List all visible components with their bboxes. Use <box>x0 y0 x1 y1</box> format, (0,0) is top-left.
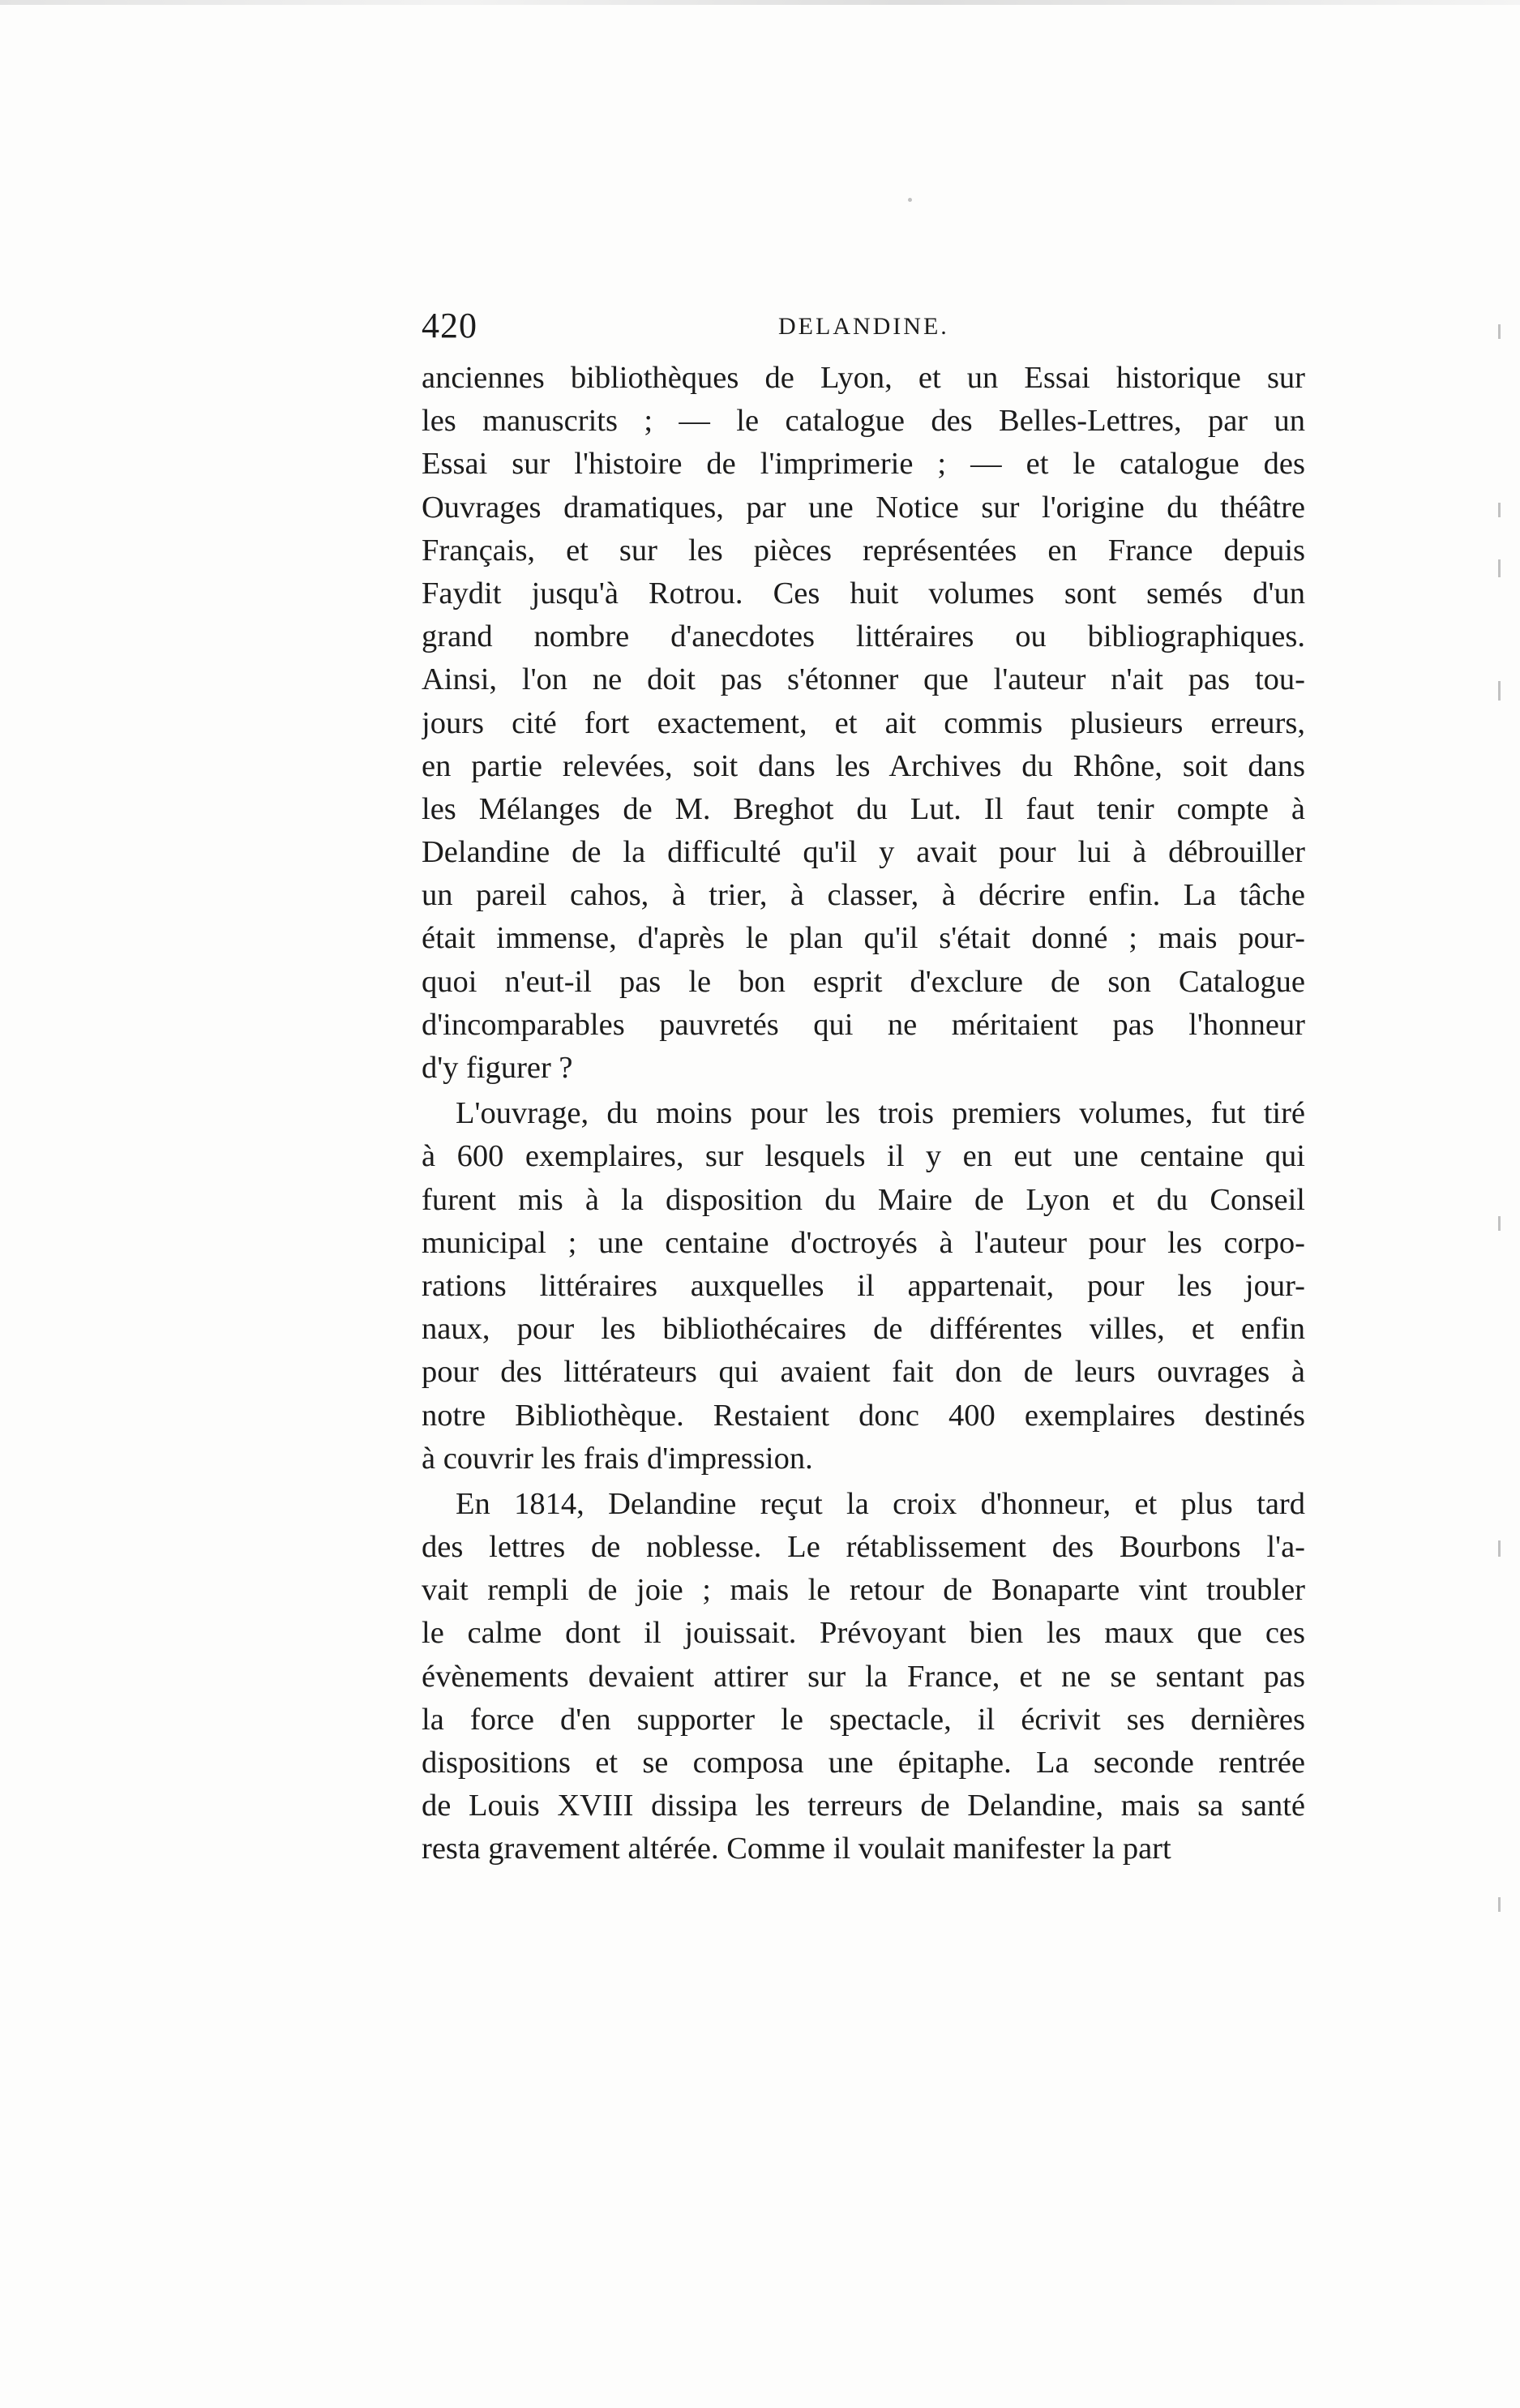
running-head <box>422 302 1305 350</box>
text-line: vait rempli de joie ; mais le retour de Bonaparte vint troubler <box>422 1573 1305 1608</box>
margin-mark <box>1498 503 1501 517</box>
text-line: furent mis à la disposition du Maire de Lyon et du Conseil <box>422 1182 1305 1217</box>
text-line: anciennes bibliothèques de Lyon, et un Essai historique sur <box>422 361 1305 395</box>
text-line: un pareil cahos, à trier, à classer, à décrire enfin. La tâche <box>422 878 1305 913</box>
text-line: Delandine de la difficulté qu'il y avait pour lui à débrouiller <box>422 835 1305 870</box>
text-line: notre Bibliothèque. Restaient donc 400 exemplaires destinés <box>422 1398 1305 1433</box>
body-text <box>422 357 1305 1871</box>
margin-mark <box>1498 324 1501 339</box>
text-line: les Mélanges de M. Breghot du Lut. Il faut tenir compte à <box>422 791 1305 826</box>
text-line: d'y figurer ? <box>422 1051 573 1085</box>
margin-mark <box>1498 1216 1501 1231</box>
scan-edge <box>0 0 1520 5</box>
text-line: de Louis XVIII dissipa les terreurs de Delandine, mais sa santé <box>422 1789 1305 1823</box>
page-number: 420 <box>422 306 477 345</box>
running-title: DELANDINE. <box>778 313 949 340</box>
text-line: à couvrir les frais d'impression. <box>422 1441 813 1476</box>
text-line: dispositions et se composa une épitaphe. La seconde rentrée <box>422 1746 1305 1780</box>
text-line: Français, et sur les pièces représentées en France depuis <box>422 533 1305 568</box>
text-line: municipal ; une centaine d'octroyés à l'auteur pour les corpo- <box>422 1225 1305 1260</box>
text-line: En 1814, Delandine reçut la croix d'honneur, et plus tard <box>456 1486 1305 1521</box>
text-line: Ouvrages dramatiques, par une Notice sur l'origine du théâtre <box>422 490 1305 525</box>
text-line: Faydit jusqu'à Rotrou. Ces huit volumes sont semés d'un <box>422 576 1305 611</box>
margin-mark <box>1498 1897 1501 1912</box>
text-line: grand nombre d'anecdotes littéraires ou bibliographiques. <box>422 619 1305 654</box>
text-line: les manuscrits ; — le catalogue des Belles-Lettres, par un <box>422 404 1305 439</box>
text-line: L'ouvrage, du moins pour les trois premiers volumes, fut tiré <box>456 1096 1305 1131</box>
text-line: pour des littérateurs qui avaient fait don de leurs ouvrages à <box>422 1355 1305 1390</box>
text-line: jours cité fort exactement, et ait commis plusieurs erreurs, <box>422 705 1305 740</box>
text-line: rations littéraires auxquelles il appartenait, pour les jour- <box>422 1268 1305 1303</box>
margin-mark <box>1498 559 1501 577</box>
margin-mark <box>1498 1540 1501 1557</box>
text-line: à 600 exemplaires, sur lesquels il y en eut une centaine qui <box>422 1139 1305 1174</box>
text-line: Ainsi, l'on ne doit pas s'étonner que l'auteur n'ait pas tou- <box>422 662 1305 697</box>
text-line: resta gravement altérée. Comme il voulait manifester la part <box>422 1832 1171 1866</box>
text-line: Essai sur l'histoire de l'imprimerie ; — et le catalogue des <box>422 447 1305 482</box>
text-line: d'incomparables pauvretés qui ne méritaient pas l'honneur <box>422 1007 1305 1042</box>
margin-mark <box>1498 681 1501 701</box>
text-line: le calme dont il jouissait. Prévoyant bien les maux que ces <box>422 1616 1305 1651</box>
text-line: quoi n'eut-il pas le bon esprit d'exclure de son Catalogue <box>422 964 1305 999</box>
text-line: naux, pour les bibliothécaires de différentes villes, et enfin <box>422 1312 1305 1347</box>
dust-speck <box>908 198 912 202</box>
text-line: en partie relevées, soit dans les Archives du Rhône, soit dans <box>422 748 1305 783</box>
text-line: évènements devaient attirer sur la France, et ne se sentant pas <box>422 1659 1305 1694</box>
text-line: était immense, d'après le plan qu'il s'était donné ; mais pour- <box>422 921 1305 956</box>
text-line: des lettres de noblesse. Le rétablissement des Bourbons l'a- <box>422 1530 1305 1565</box>
text-line: la force d'en supporter le spectacle, il écrivit ses dernières <box>422 1702 1305 1737</box>
